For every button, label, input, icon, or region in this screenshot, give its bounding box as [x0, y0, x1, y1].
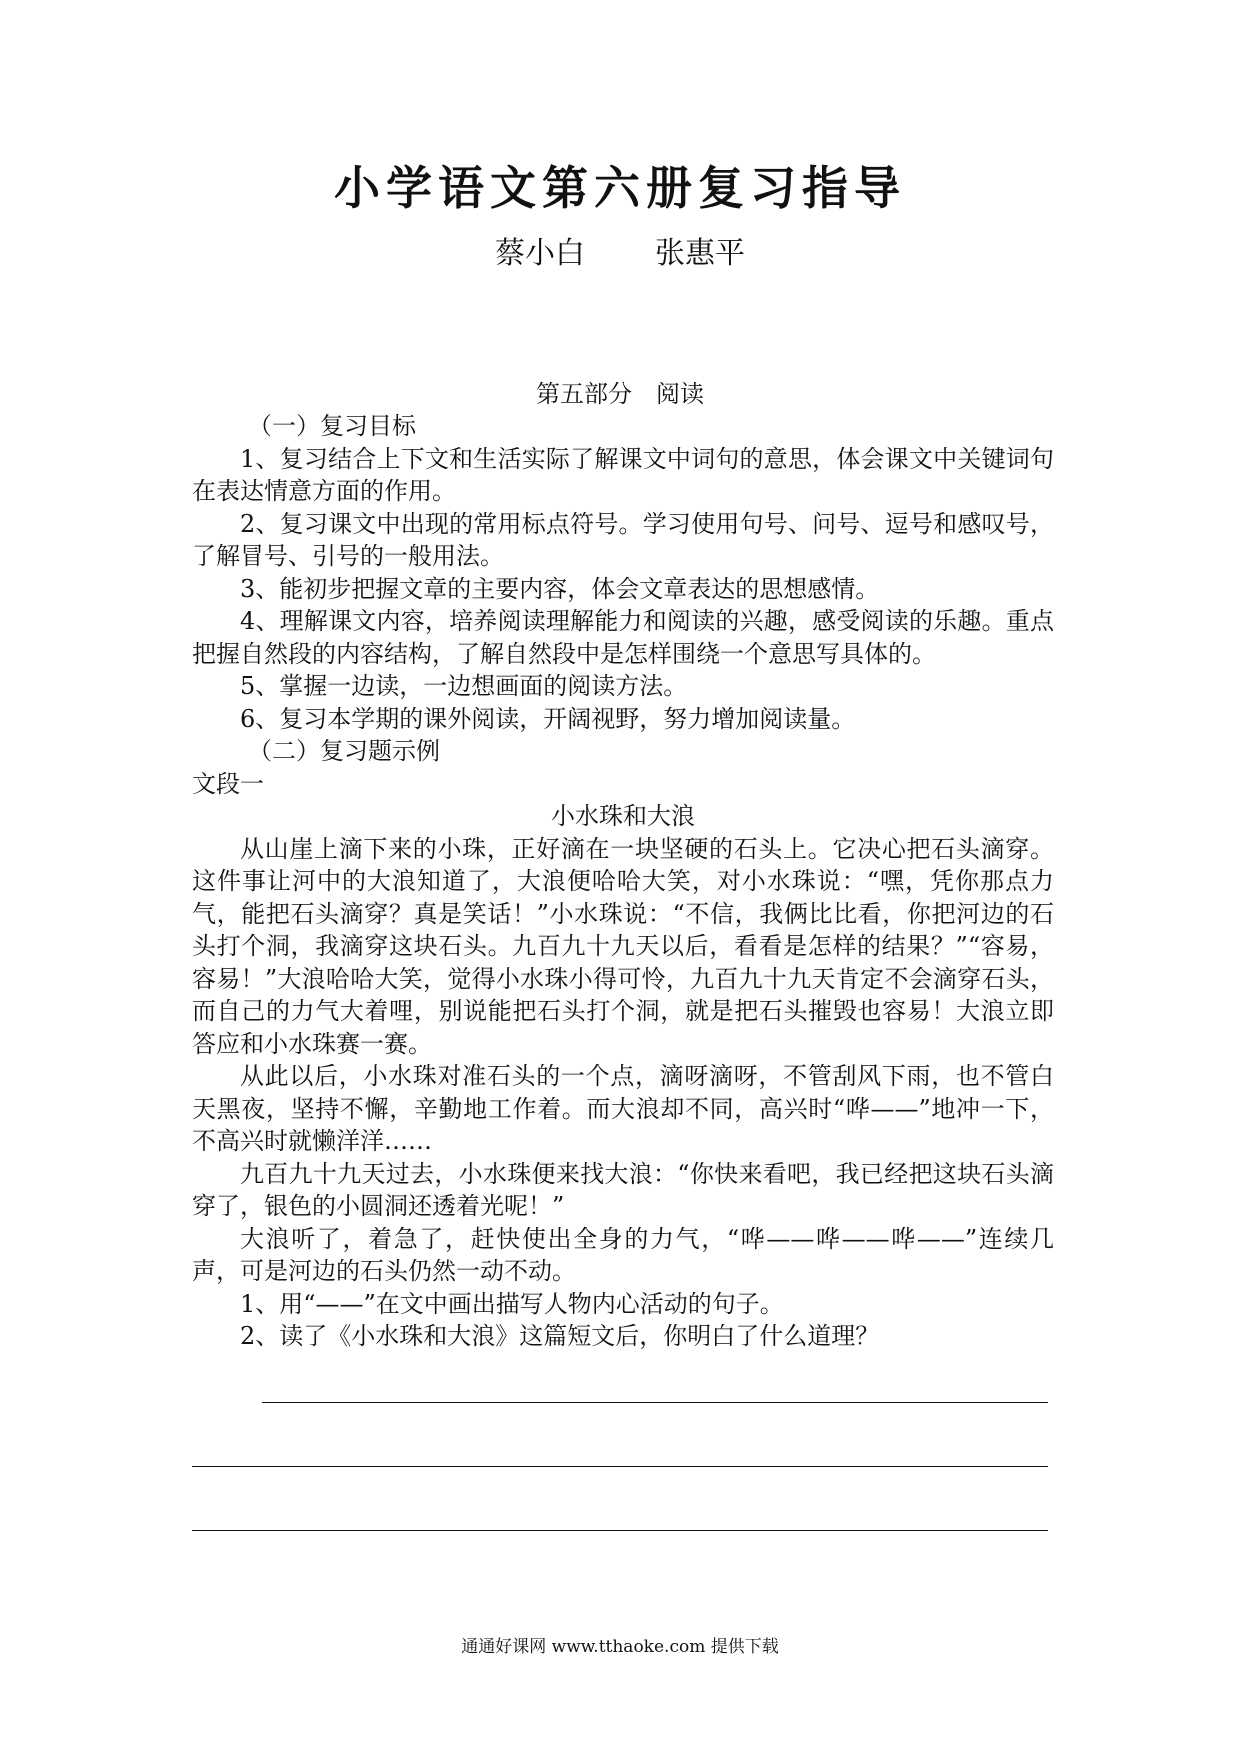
- objective-item: 5、掌握一边读，一边想画面的阅读方法。: [240, 672, 688, 700]
- answer-line[interactable]: [192, 1466, 1048, 1467]
- part-heading: （二）复习题示例: [248, 737, 440, 765]
- question-item: 1、用“——”在文中画出描写人物内心活动的句子。: [240, 1289, 784, 1318]
- document-title: 小学语文第六册复习指导: [334, 161, 906, 215]
- passage-paragraph: 九百九十九天过去，小水珠便来找大浪：“你快来看吧，我已经把这块石头滴穿了，银色的小圆洞还透着光呢！”: [192, 1159, 1054, 1220]
- page-footer: 通通好课网 www.tthaoke.com 提供下载: [461, 1637, 779, 1657]
- objective-item: 1、复习结合上下文和生活实际了解课文中词句的意思，体会课文中关键词句在表达情意方面的作用。: [192, 444, 1054, 505]
- section-heading: 第五部分 阅读: [536, 380, 704, 408]
- document-body: [192, 410, 1054, 1353]
- passage-label: 文段一: [192, 769, 264, 798]
- answer-line[interactable]: [192, 1530, 1048, 1531]
- author-name: 张惠平: [655, 236, 745, 271]
- objective-item: 6、复习本学期的课外阅读，开阔视野，努力增加阅读量。: [240, 704, 856, 733]
- part-heading: （一）复习目标: [248, 412, 416, 440]
- objective-item: 2、复习课文中出现的常用标点符号。学习使用句号、问号、逗号和感叹号，了解冒号、引号的一般用法。: [192, 509, 1054, 570]
- passage-paragraph: 从山崖上滴下来的小珠，正好滴在一块坚硬的石头上。它决心把石头滴穿。这件事让河中的大浪知道了，大浪便哈哈大笑，对小水珠说：“嘿，凭你那点力气，能把石头滴穿？真是笑话！”小水珠说：“不信，我俩比比看，你把河边的石头打个洞，我滴穿这块石头。九百九十九天以后，看看是怎样的结果？”“容易，容易！”大浪哈哈大笑，觉得小水珠小得可怜，九百九十九天肯定不会滴穿石头，而自己的力气大着哩，别说能把石头打个洞，就是把石头摧毁也容易！大浪立即答应和小水珠赛一赛。: [192, 834, 1054, 1058]
- authors: [0, 228, 1240, 272]
- objective-item: 4、理解课文内容，培养阅读理解能力和阅读的兴趣，感受阅读的乐趣。重点把握自然段的内容结构，了解自然段中是怎样围绕一个意思写具体的。: [192, 607, 1054, 668]
- author-name: 蔡小白: [495, 236, 585, 271]
- answer-line[interactable]: [262, 1402, 1048, 1403]
- question-item: 2、读了《小水珠和大浪》这篇短文后，你明白了什么道理？: [240, 1322, 880, 1350]
- objective-item: 3、能初步把握文章的主要内容，体会文章表达的思想感情。: [240, 574, 880, 603]
- passage-paragraph: 大浪听了，着急了，赶快使出全身的力气，“哗——哗——哗——”连续几声，可是河边的石头仍然一动不动。: [192, 1224, 1054, 1285]
- passage-paragraph: 从此以后，小水珠对准石头的一个点，滴呀滴呀，不管刮风下雨，也不管白天黑夜，坚持不懈，辛勤地工作着。而大浪却不同，高兴时“哗——”地冲一下，不高兴时就懒洋洋……: [192, 1062, 1054, 1155]
- passage-title: 小水珠和大浪: [551, 802, 695, 830]
